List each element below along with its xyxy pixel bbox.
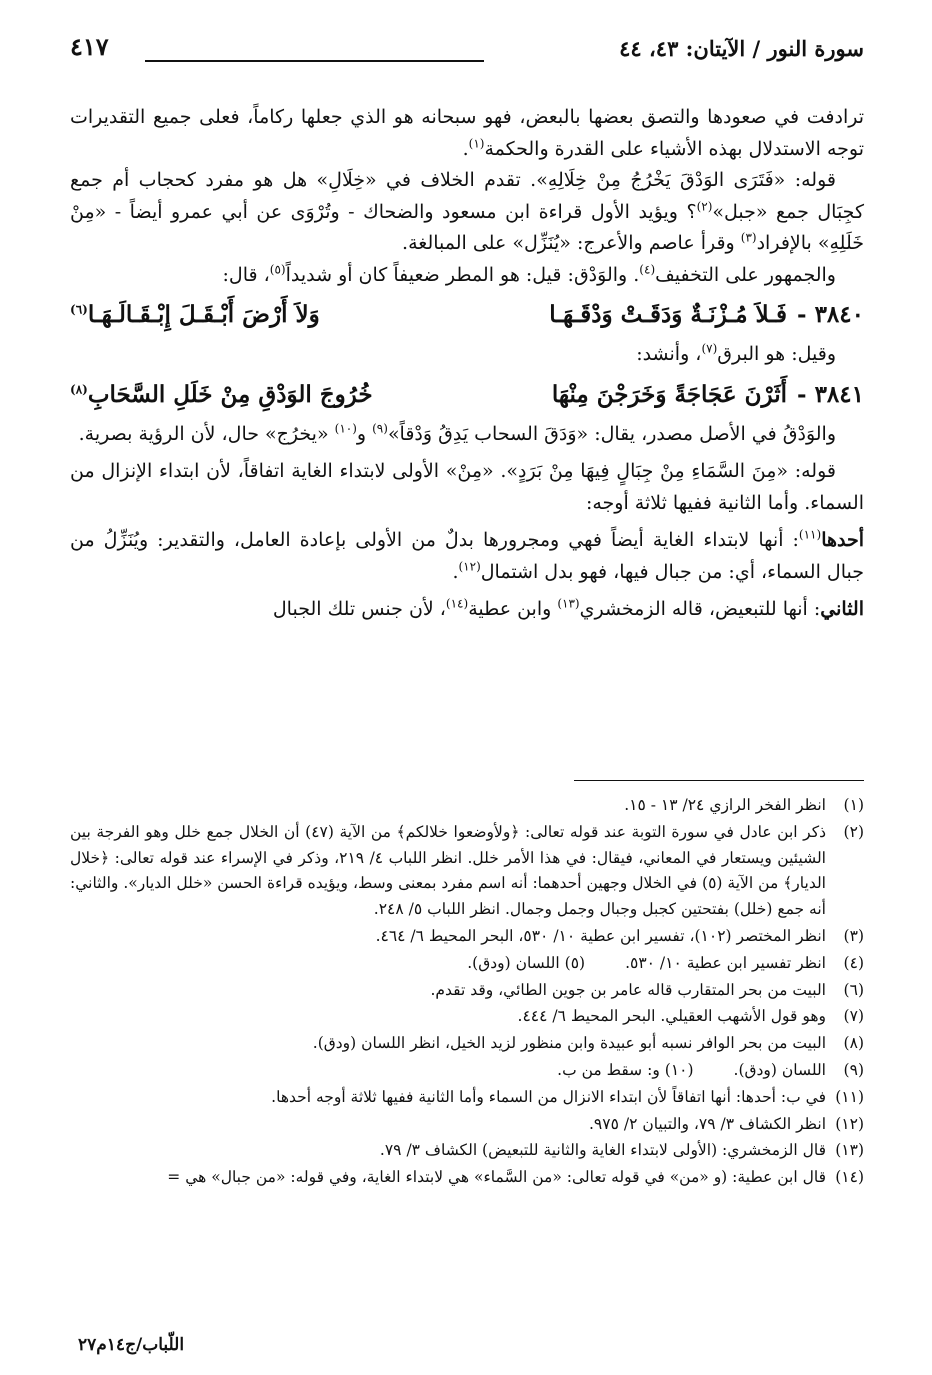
footnote-ref[interactable]: (١) [468, 136, 485, 151]
footnote: (١) انظر الفخر الرازي ٢٤/ ١٣ - ١٥. [624, 796, 864, 814]
footnote: (١١) في ب: أحدها: أنها اتفاقاً لأن ابتداء الانزال من السماء وأما الثانية ففيها ثلاثة أوجه أحدها. [271, 1087, 864, 1106]
footnote: (٧) وهو قول الأشهب العقيلي. البحر المحيط ٦/ ٤٤٤. [517, 1007, 864, 1026]
paragraph-6: قوله: «مِنَ السَّمَاءِ مِنْ جِبَالٍ فِيهَا مِنْ بَرَدٍ». «مِنْ» الأولى لابتداء الغاية اتفاقاً، لأن ابتداء الإنزال من السماء. وأما الثانية ففيها ثلاثة أوجه: [70, 460, 864, 514]
paragraph-5: والوَدْقُ في الأصل مصدر، يقال: «وَدَقَ السحاب يَدِقُ وَدْقاً»$^{(٩)}$ و$^{(١٠)}$ «يخرُج» حال، لأن الرؤية بصرية. [78, 421, 836, 445]
verse-second-hemistich: وَلاَ أَرْضَ أَبْـقَـلَ إِبْـقَـالَـهَـا [87, 301, 320, 328]
poetry-verse-3840 [70, 293, 864, 337]
page-header [70, 30, 864, 70]
running-title: سورة النور / الآيتان: ٤٣، ٤٤ [619, 36, 864, 61]
footnote: (٢) ذكر ابن عادل في سورة التوبة عند قوله تعالى: ﴿ولأوضعوا خلالكم﴾ من الآية (٤٧) أن الخلال جمع خلل وهو الفرجة بين الشيئين ويستعار في المعاني، فيقال: في هذا الأمر خلل. انظر اللباب ٤/ ٢١٩، وذكر في الإسراء عند قوله تعالى: ﴿خلال الديار﴾ من الآية (٥) في الخلال وجهين أحدهما: أنه اسم مفرد بمعنى وسط، ويؤيده قراءة الحسن «خلل الديار». والثاني: أنه جمع (خلل) بفتحتين كجبل وجبال وجمل وجمال. انظر اللباب ٥/ ٢٤٨. [70, 822, 864, 919]
footnote-ref[interactable]: (٦) [70, 302, 88, 317]
footnote-ref[interactable]: (١٠) [334, 421, 357, 436]
footnote-ref[interactable]: (٥) [269, 262, 286, 277]
footnote-ref[interactable]: (٨) [70, 381, 88, 396]
footnote: (٣) انظر المختصر (١٠٢)، تفسير ابن عطية ١٠/ ٥٣٠، البحر المحيط ٦/ ٤٦٤. [375, 926, 864, 945]
footnote-ref[interactable]: (٤) [639, 262, 656, 277]
verse-first-hemistich: أَثَرْنَ عَجَاجَةً وَخَرَجْنَ مِنْهَا [551, 380, 788, 408]
footnote-ref[interactable]: (١١) [798, 527, 822, 542]
footnote-ref[interactable]: (٢) [696, 199, 713, 214]
signature-mark: اللّباب/ج١٤م٢٧ [78, 1335, 185, 1355]
footnote: (١٤) قال ابن عطية: (و «من» في قوله تعالى: «من السَّماء» هي لابتداء الغاية، وفي قوله: «من جبال» هي = [167, 1168, 864, 1187]
verse-number: ٣٨٤٠ - [797, 301, 864, 328]
footnote-ref[interactable]: (١٢) [458, 559, 481, 574]
footnote-ref[interactable]: (٧) [701, 341, 718, 356]
footnote-ref[interactable]: (١٤) [445, 596, 469, 611]
paragraph-7: أحدها$^{(١١)}$: أنها لابتداء الغاية أيضاً فهي ومجرورها بدلٌ من الأولى بإعادة العامل، والتقدير: ويُنَزِّلُ من جبال السماء، أي: من جبال فيها، فهو بدل اشتمال$^{(١٢)}$. [70, 527, 864, 583]
paragraph-4: وقيل: هو البرق$^{(٧)}$، وأنشد: [636, 341, 836, 365]
paragraph-2: قوله: «فَتَرَى الوَدْقَ يَخْرُجُ مِنْ خِلَالِهِ». تقدم الخلاف في «خِلَالِ» هل هو مفرد كحجاب أم جمع كجِبَال جمع «جبل»$^{(٢)}$؟ ويؤيد الأول قراءة ابن مسعود والضحاك - وتُرْوَى عن أبي عمرو أيضاً - «مِنْ خَلَلِهِ» بالإفراد$^{(٣)}$ وقرأ عاصم والأعرج: «يُنَزِّل» على المبالغة. [70, 169, 864, 254]
point-label: الثاني [820, 598, 864, 620]
paragraph-8: الثاني: أنها للتبعيض، قاله الزمخشري$^{(١٣)}$ وابن عطية$^{(١٤)}$، لأن جنس تلك الجبال [272, 596, 864, 620]
paragraph-3: والجمهور على التخفيف$^{(٤)}$. والوَدْق: قيل: هو المطر ضعيفاً كان أو شديداً$^{(٥)}$، قال: [222, 262, 836, 286]
footnote: (١٢) انظر الكشاف ٣/ ٧٩، والتبيان ٢/ ٩٧٥. [588, 1114, 864, 1133]
footnote-ref[interactable]: (٣) [740, 230, 757, 245]
verse-number: ٣٨٤١ - [797, 380, 864, 408]
verse-first-hemistich: فَـلاَ مُـزْنَـةٌ وَدَقَـتْ وَدْقَـهَـا [549, 301, 788, 328]
footnote: (١٣) قال الزمخشري: (الأولى لابتداء الغاية والثانية للتبعيض) الكشاف ٣/ ٧٩. [379, 1141, 864, 1160]
footnote: (٩) اللسان (ودق). (١٠) و: سقط من ب. [557, 1060, 864, 1079]
footnote: (٨) البيت من بحر الوافر نسبه أبو عبيدة وابن منظور لزيد الخيل، انظر اللسان (ودق). [312, 1034, 864, 1053]
header-rule [145, 60, 484, 62]
point-label: أحدها [821, 529, 864, 551]
paragraph-1: ترادفت في صعودها والتصق بعضها بالبعض، فهو سبحانه هو الذي جعلها ركاماً، فعلى جميع التقديرات توجه الاستدلال بهذه الأشياء على القدرة والحكمة$^{(١)}$. [70, 106, 864, 160]
main-text [70, 102, 864, 626]
footnote: (٤) انظر تفسير ابن عطية ١٠/ ٥٣٠. (٥) اللسان (ودق). [467, 953, 864, 972]
verse-second-hemistich: خُرُوجَ الوَدْقِ مِنْ خَلَلِ السَّحَابِ [87, 380, 373, 408]
page-number: ٤١٧ [70, 32, 109, 61]
footnote: (٦) البيت من بحر المتقارب قاله عامر بن جوين الطائي، وقد تقدم. [430, 980, 864, 999]
footnote-ref[interactable]: (٩) [372, 421, 388, 436]
footnotes [70, 793, 864, 1192]
poetry-verse-3841 [70, 373, 864, 417]
footnote-separator [574, 780, 864, 781]
footnote-ref[interactable]: (١٣) [557, 596, 580, 611]
